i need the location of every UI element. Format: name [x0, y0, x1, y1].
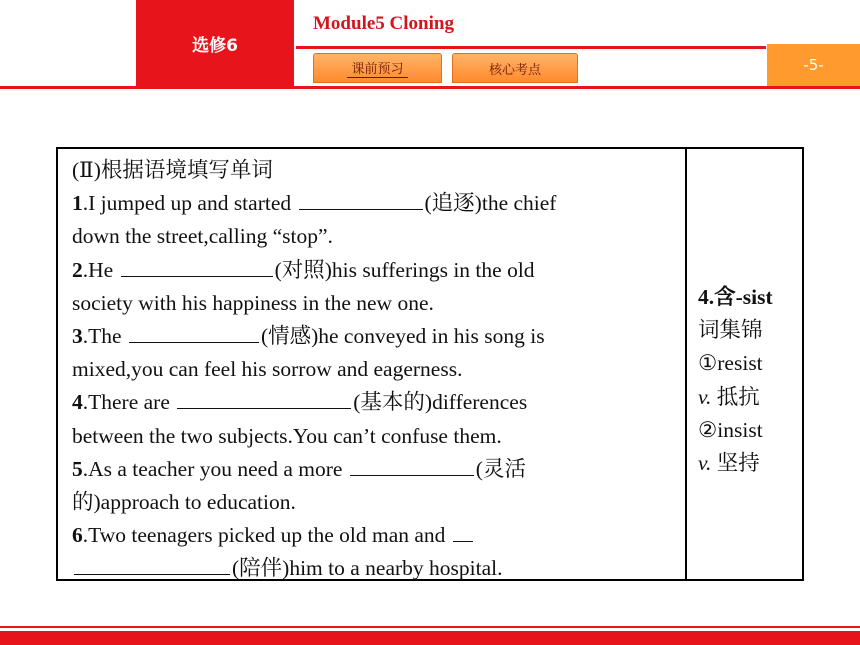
item-continuation: between the two subjects.You can’t confuse them.	[72, 423, 502, 448]
item-continuation: society with his happiness in the new one.	[72, 290, 434, 315]
answer-blank[interactable]	[129, 321, 259, 343]
answer-blank[interactable]	[121, 255, 273, 277]
column-divider	[685, 149, 687, 579]
exercise-item-6	[72, 519, 652, 552]
item-number: 3	[72, 324, 83, 349]
item-hint: (追逐)	[424, 191, 482, 216]
item-continuation: 的)approach to education.	[72, 490, 296, 515]
panel-subtitle: 词集锦	[698, 318, 763, 343]
word-definition	[698, 381, 798, 414]
tab-core-points-label: 核心考点	[488, 62, 541, 78]
answer-blank[interactable]	[177, 387, 351, 409]
tab-preview-label: 课前预习	[347, 58, 407, 78]
tab-core-points[interactable]	[452, 53, 578, 83]
item-text: .The	[82, 324, 122, 349]
item-text: him to a nearby hospital.	[289, 556, 503, 581]
answer-blank[interactable]	[453, 520, 473, 542]
footer-line	[0, 626, 860, 628]
exercise-table	[56, 147, 804, 581]
brand-label: 选修6	[136, 0, 294, 86]
item-text: .As a teacher you need a more	[82, 456, 343, 481]
tab-preview[interactable]	[313, 53, 442, 83]
exercise-heading: (Ⅱ)根据语境填写单词	[72, 158, 273, 182]
word-entry: ②insist	[698, 417, 763, 442]
sist-word-panel	[698, 281, 798, 480]
page-number: -5-	[767, 44, 860, 86]
item-hint: (陪伴)	[232, 556, 290, 581]
header-rule	[296, 46, 766, 49]
item-continuation	[72, 552, 652, 585]
exercise-content	[72, 154, 652, 586]
answer-blank[interactable]	[350, 454, 474, 476]
item-text: .He	[82, 257, 114, 282]
item-text: he conveyed in his song is	[318, 324, 545, 349]
exercise-item-1	[72, 187, 652, 220]
exercise-item-3	[72, 320, 652, 353]
item-text: his sufferings in the old	[331, 257, 535, 282]
item-hint: (情感)	[260, 324, 319, 349]
item-hint: (基本的)	[353, 390, 433, 415]
word-meaning: 抵抗	[716, 384, 760, 409]
part-of-speech: v.	[698, 451, 712, 476]
footer-bar	[0, 631, 860, 645]
item-continuation: mixed,you can feel his sorrow and eagerness.	[72, 357, 463, 382]
item-hint: (灵活	[475, 456, 526, 481]
module-title: Module5 Cloning	[313, 13, 454, 34]
item-text: differences	[432, 390, 528, 415]
item-number: 4	[72, 390, 83, 415]
answer-blank[interactable]	[74, 553, 230, 575]
item-text: .Two teenagers picked up the old man and	[82, 523, 446, 548]
exercise-item-2	[72, 254, 652, 287]
item-continuation: down the street,calling “stop”.	[72, 224, 333, 249]
item-text: .I jumped up and started	[82, 191, 292, 216]
item-hint: (对照)	[274, 257, 332, 282]
item-number: 6	[72, 523, 83, 548]
header-base-line	[0, 86, 860, 89]
answer-blank[interactable]	[299, 188, 423, 210]
item-number: 1	[72, 191, 83, 216]
exercise-item-4	[72, 386, 652, 419]
item-number: 5	[72, 456, 83, 481]
item-text: the chief	[481, 191, 557, 216]
word-meaning: 坚持	[716, 451, 760, 476]
word-definition	[698, 447, 798, 480]
item-number: 2	[72, 257, 83, 282]
part-of-speech: v.	[698, 384, 712, 409]
exercise-item-5	[72, 453, 652, 486]
item-text: .There are	[82, 390, 170, 415]
word-entry: ①resist	[698, 351, 763, 376]
panel-title: 4.含-sist	[698, 285, 773, 309]
